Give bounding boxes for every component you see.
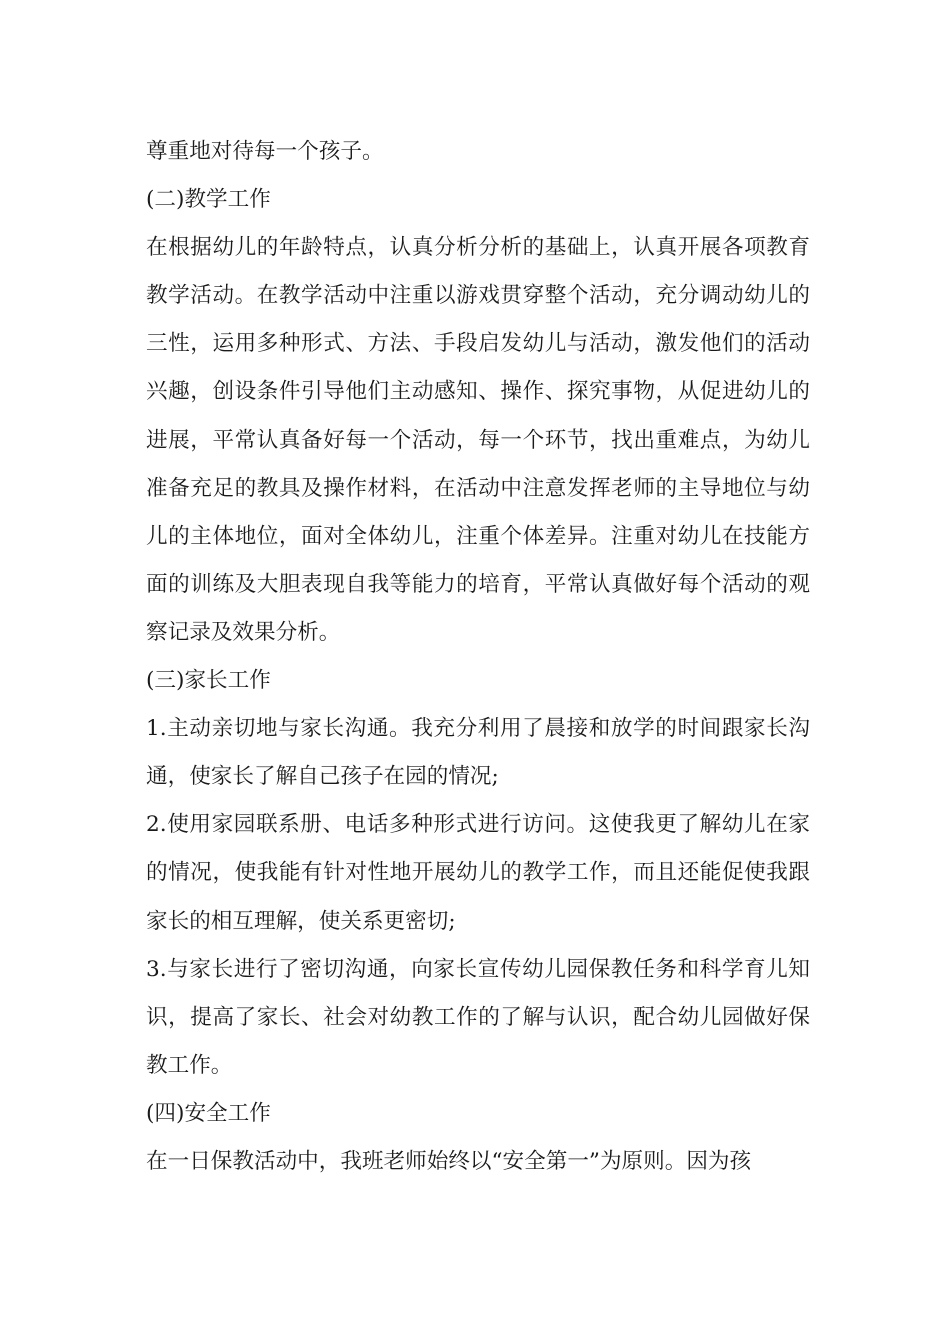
- section-heading-safety: (四)安全工作: [146, 1100, 271, 1126]
- list-item-parents-2: 2.使用家园联系册、电话多种形式进行访问。这使我更了解幼儿在家的情况，使我能有针对性地开展幼儿的教学工作，而且还能促使我跟家长的相互理解，使关系更密切;: [146, 812, 810, 934]
- paragraph-continuation: 尊重地对待每一个孩子。: [146, 139, 384, 164]
- section-heading-teaching: (二)教学工作: [146, 187, 271, 213]
- list-item-parents-1: 1.主动亲切地与家长沟通。我充分利用了晨接和放学的时间跟家长沟通，使家长了解自己孩子在园的情况;: [146, 716, 810, 790]
- list-item-parents-3: 3.与家长进行了密切沟通，向家长宣传幼儿园保教任务和科学育儿知识，提高了家长、社会对幼教工作的了解与认识，配合幼儿园做好保教工作。: [146, 956, 810, 1078]
- paragraph-teaching: 在根据幼儿的年龄特点，认真分析分析的基础上，认真开展各项教育教学活动。在教学活动中注重以游戏贯穿整个活动，充分调动幼儿的三性，运用多种形式、方法、手段启发幼儿与活动，激发他们的活动兴趣，创设条件引导他们主动感知、操作、探究事物，从促进幼儿的进展，平常认真备好每一个活动，每一个环节，找出重难点，为幼儿准备充足的教具及操作材料，在活动中注意发挥老师的主导地位与幼儿的主体地位，面对全体幼儿，注重个体差异。注重对幼儿在技能方面的训练及大胆表现自我等能力的培育，平常认真做好每个活动的观察记录及效果分析。: [146, 235, 810, 645]
- paragraph-safety: 在一日保教活动中，我班老师始终以“安全第一”为原则。因为孩: [146, 1148, 752, 1174]
- document-body: [146, 128, 810, 1186]
- section-heading-parents: (三)家长工作: [146, 668, 271, 694]
